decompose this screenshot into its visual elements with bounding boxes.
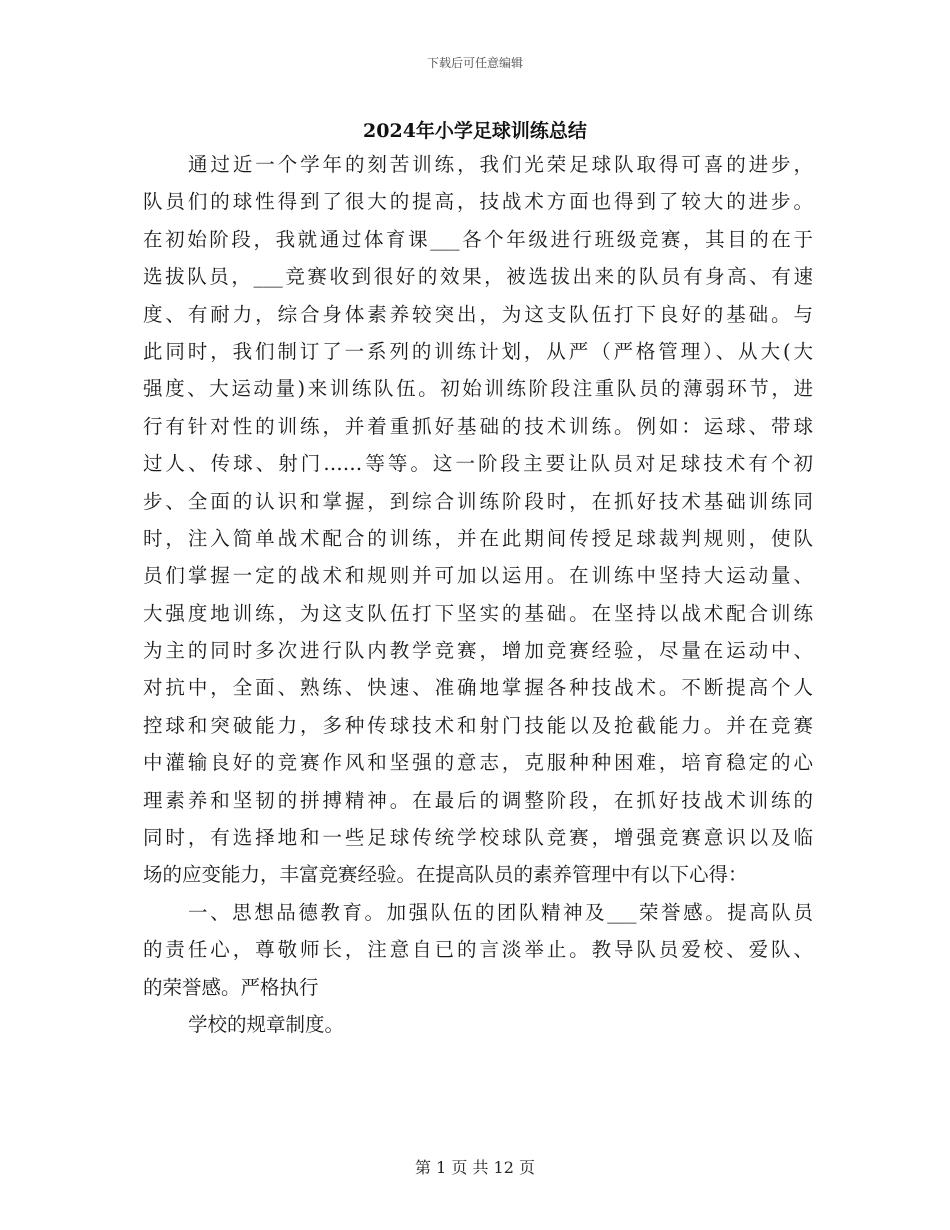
paragraph-line: 在初始阶段，我就通过体育课___各个年级进行班级竞赛，其目的在于 (143, 227, 813, 251)
paragraph-line: 学校的规章制度。 (188, 1012, 345, 1036)
header-note: 下载后可任意编辑 (426, 56, 523, 70)
paragraph-line: 此同时，我们制订了一系列的训练计划，从严（严格管理）、从大(大 (143, 339, 813, 363)
paragraph-line: 中灌输良好的竞赛作风和坚强的意志，克服种种困难，培育稳定的心 (143, 751, 813, 775)
paragraph-line: 对抗中，全面、熟练、快速、准确地掌握各种技战术。不断提高个人 (143, 676, 813, 700)
document-body (143, 146, 813, 1043)
paragraph-line: 控球和突破能力，多种传球技术和射门技能以及抢截能力。并在竞赛 (143, 713, 813, 737)
paragraph-line: 一、思想品德教育。加强队伍的团队精神及___荣誉感。提高队员 (188, 900, 813, 924)
paragraph-line: 大强度地训练，为这支队伍打下坚实的基础。在坚持以战术配合训练 (143, 601, 813, 625)
paragraph-line: 强度、大运动量)来训练队伍。初始训练阶段注重队员的薄弱环节，进 (143, 377, 813, 401)
paragraph-line: 为主的同时多次进行队内教学竞赛，增加竞赛经验，尽量在运动中、 (143, 639, 813, 663)
paragraph-line: 同时，有选择地和一些足球传统学校球队竞赛，增强竞赛意识以及临 (143, 826, 813, 850)
paragraph-line: 过人、传球、射门……等等。这一阶段主要让队员对足球技术有个初 (143, 452, 813, 476)
paragraph-line: 时，注入简单战术配合的训练，并在此期间传授足球裁判规则，使队 (143, 526, 813, 550)
paragraph-line: 行有针对性的训练，并着重抓好基础的技术训练。例如：运球、带球 (143, 414, 813, 438)
paragraph-line: 员们掌握一定的战术和规则并可加以运用。在训练中坚持大运动量、 (143, 564, 813, 588)
paragraph-line: 选拔队员，___竞赛收到很好的效果，被选拔出来的队员有身高、有速 (143, 265, 813, 289)
paragraph-line: 度、有耐力，综合身体素养较突出，为这支队伍打下良好的基础。与 (143, 302, 813, 326)
document-title: 2024年小学足球训练总结 (363, 120, 587, 142)
paragraph-line: 场的应变能力，丰富竞赛经验。在提高队员的素养管理中有以下心得： (143, 863, 748, 887)
paragraph-line: 的责任心，尊敬师长，注意自已的言淡举止。教导队员爱校、爱队、 (143, 938, 813, 962)
paragraph-line: 队员们的球性得到了很大的提高，技战术方面也得到了较大的进步。 (143, 190, 813, 214)
paragraph-line: 通过近一个学年的刻苦训练，我们光荣足球队取得可喜的进步， (188, 153, 813, 176)
paragraph-line: 步、全面的认识和掌握，到综合训练阶段时，在抓好技术基础训练同 (143, 489, 813, 513)
paragraph-line: 的荣誉感。严格执行 (143, 975, 319, 999)
page-number: 第 1 页 共 12 页 (415, 1158, 535, 1177)
paragraph-line: 理素养和坚韧的拼搏精神。在最后的调整阶段，在抓好技战术训练的 (143, 788, 813, 812)
